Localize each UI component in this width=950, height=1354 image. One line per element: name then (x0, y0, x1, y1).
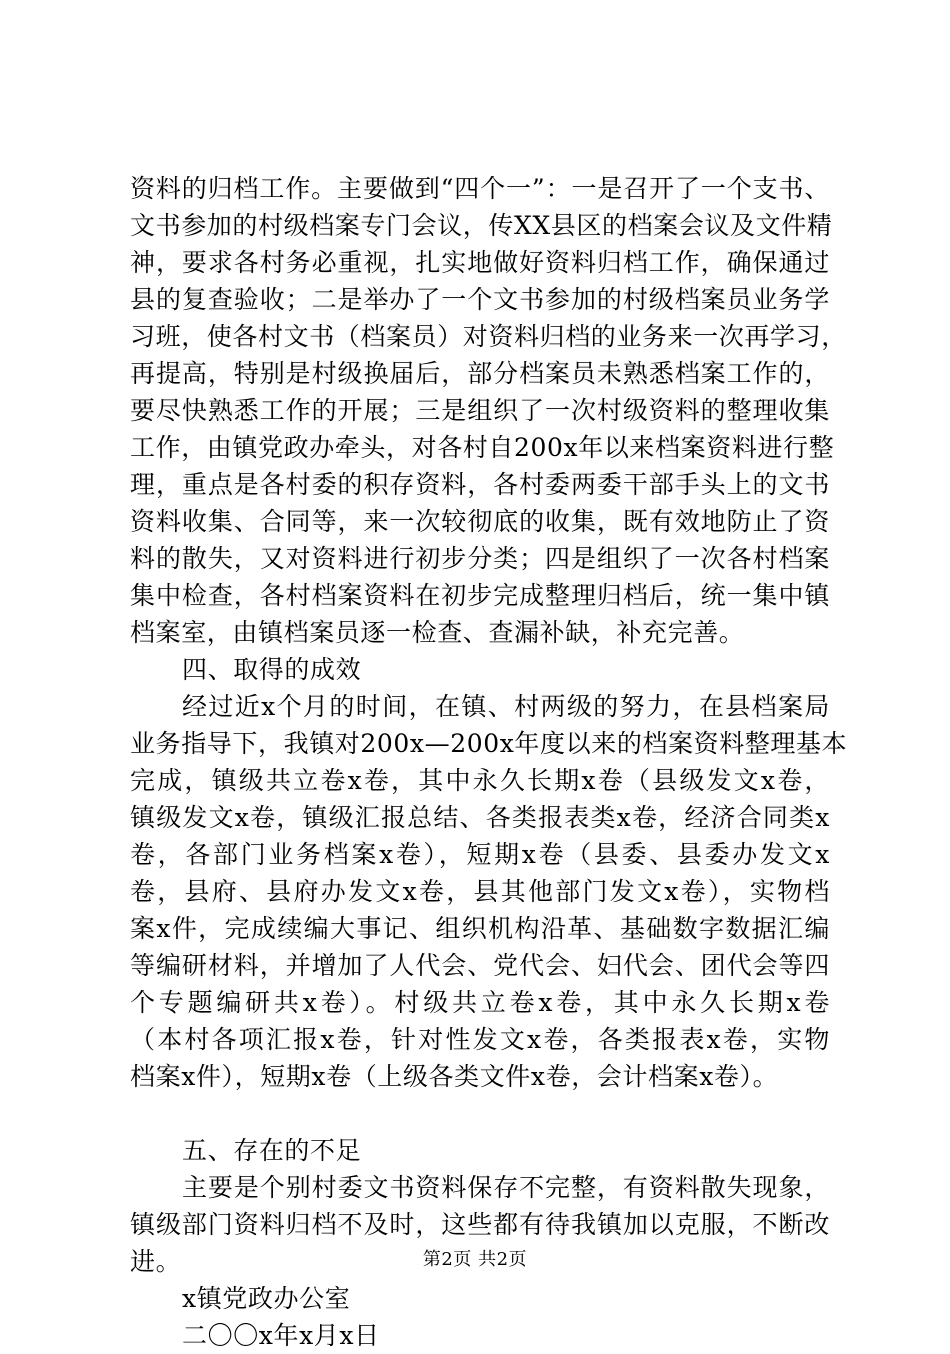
signature-date: 二〇〇x年x月x日 (182, 1321, 380, 1350)
text-line: 等编研材料，并增加了人代会、党代会、妇代会、团代会等四 (130, 951, 830, 980)
section-heading: 五、存在的不足 (182, 1136, 362, 1165)
text-line: 工作，由镇党政办牵头，对各村自200x年以来档案资料进行整 (130, 433, 835, 462)
section-heading: 四、取得的成效 (182, 655, 362, 684)
text-line: 再提高，特别是村级换届后，部分档案员未熟悉档案工作的， (130, 359, 830, 388)
text-line: 理，重点是各村委的积存资料，各村委两委干部手头上的文书 (130, 470, 830, 499)
text-line: 经过近x个月的时间，在镇、村两级的努力，在县档案局 (182, 692, 830, 721)
paragraph-archiving-work (130, 170, 847, 651)
text-line: 主要是个别村委文书资料保存不完整，有资料散失现象， (182, 1173, 830, 1202)
text-line: 进。 (130, 1247, 182, 1276)
text-line: 卷，县府、县府办发文x卷，县其他部门发文x卷），实物档 (130, 877, 830, 906)
text-line: 镇级发文x卷，镇级汇报总结、各类报表类x卷，经济合同类x (130, 803, 830, 832)
text-line: 档案x件），短期x卷（上级各类文件x卷，会计档案x卷）。 (130, 1062, 779, 1091)
text-line: 案x件，完成续编大事记、组织机构沿革、基础数字数据汇编 (130, 914, 830, 943)
text-line: 镇级部门资料归档不及时，这些都有待我镇加以克服，不断改 (130, 1210, 830, 1239)
text-line: 县的复查验收；二是举办了一个文书参加的村级档案员业务学 (130, 285, 830, 314)
text-line: 文书参加的村级档案专门会议，传XX县区的档案会议及文件精 (130, 211, 833, 240)
page-footer: 第2页 共2页 (422, 1249, 528, 1270)
text-line: 资料的归档工作。主要做到“四个一”：一是召开了一个支书、 (130, 174, 830, 203)
section-achievements (130, 651, 848, 1095)
text-line: 业务指导下，我镇对200x—200x年度以来的档案资料整理基本 (130, 729, 848, 758)
text-line: 卷，各部门业务档案x卷），短期x卷（县委、县委办发文x (130, 840, 830, 869)
signature-block (130, 1280, 830, 1354)
signature-organization: x镇党政办公室 (182, 1284, 351, 1313)
text-line: （本村各项汇报x卷，针对性发文x卷，各类报表x卷，实物 (130, 1025, 830, 1054)
text-line: 神，要求各村务必重视，扎实地做好资料归档工作，确保通过 (130, 248, 830, 277)
text-line: 资料收集、合同等，来一次较彻底的收集，既有效地防止了资 (130, 507, 830, 536)
text-line: 习班，使各村文书（档案员）对资料归档的业务来一次再学习， (130, 322, 847, 351)
text-line: 料的散失，又对资料进行初步分类；四是组织了一次各村档案 (130, 544, 830, 573)
text-line: 集中检查，各村档案资料在初步完成整理归档后，统一集中镇 (130, 581, 830, 610)
text-line: 个专题编研共x卷）。村级共立卷x卷，其中永久长期x卷 (130, 988, 830, 1017)
text-line: 要尽快熟悉工作的开展；三是组织了一次村级资料的整理收集 (130, 396, 830, 425)
blank-line (130, 1095, 830, 1132)
text-line: 档案室，由镇档案员逐一检查、查漏补缺，补充完善。 (130, 618, 745, 647)
text-line: 完成，镇级共立卷x卷，其中永久长期x卷（县级发文x卷， (130, 766, 830, 795)
document-body (130, 170, 848, 1354)
